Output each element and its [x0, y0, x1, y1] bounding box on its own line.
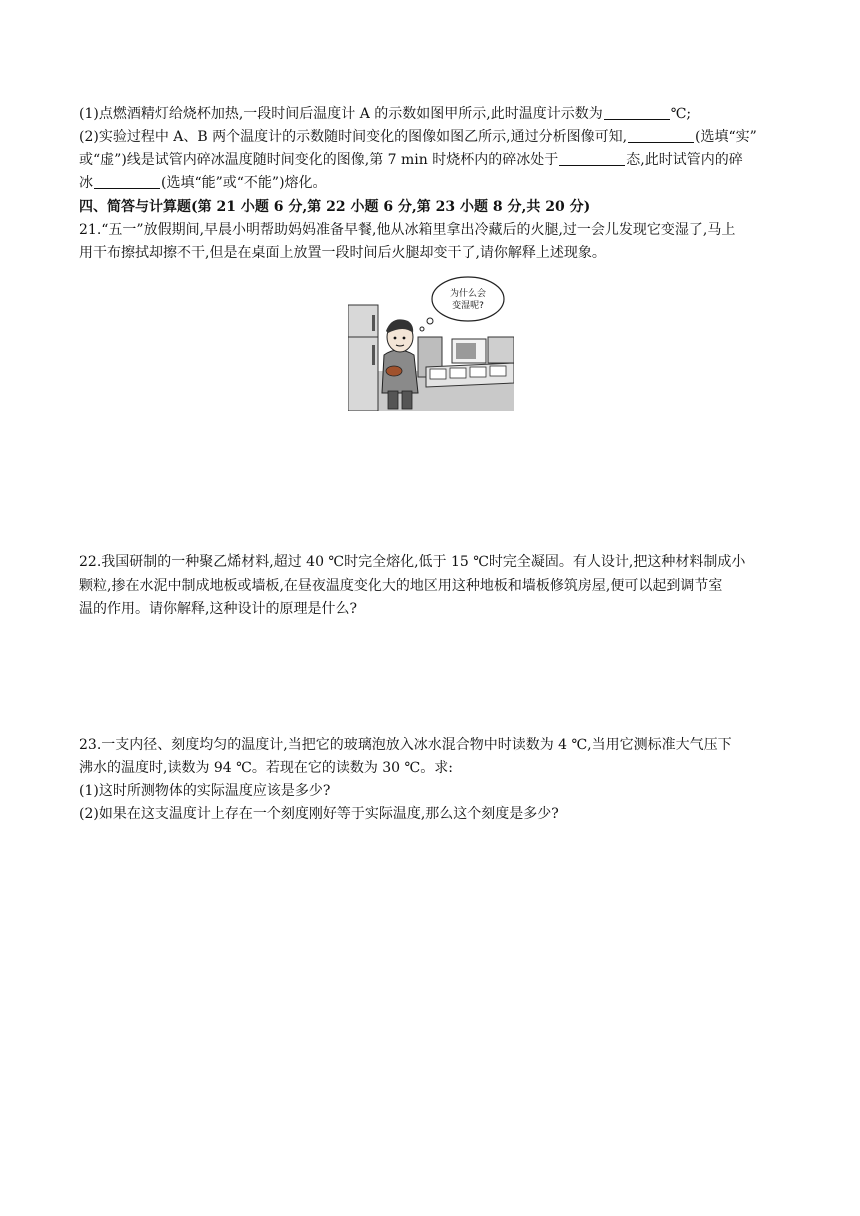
q23-line-2: 沸水的温度时,读数为 94 ℃。若现在它的读数为 30 ℃。求: [79, 760, 453, 776]
bubble-text-1: 为什么会 [449, 289, 487, 299]
q20-part2-text-1: (2)实验过程中 A、B 两个温度计的示数随时间变化的图像如图乙所示,通过分析图像可知, [79, 129, 628, 145]
answer-blank-3[interactable] [559, 151, 625, 166]
section-heading: 四、简答与计算题(第 21 小题 6 分,第 22 小题 6 分,第 23 小题 8 分,共 20 分) [79, 199, 591, 215]
q21-line-1: 21.“五一”放假期间,早晨小明帮助妈妈准备早餐,他从冰箱里拿出冷藏后的火腿,过一会儿发现它变湿了,马上 [79, 222, 736, 238]
q22-line-1: 22.我国研制的一种聚乙烯材料,超过 40 ℃时完全熔化,低于 15 ℃时完全凝固。有人设计,把这种材料制成小 [79, 554, 746, 570]
q20-part1-line [79, 103, 782, 125]
q20-part2-line-3 [79, 172, 782, 194]
q20-part2-text-4: 冰 [79, 175, 93, 191]
q22-line-2: 颗粒,掺在水泥中制成地板或墙板,在昼夜温度变化大的地区用这种地板和墙板修筑房屋,便可以起到调节室 [79, 578, 723, 594]
q20-part2-hint-1: (选填“实” [695, 129, 757, 145]
answer-blank-4[interactable] [94, 174, 160, 189]
bubble-text-2: 变湿呢? [452, 301, 484, 311]
answer-blank-1[interactable] [604, 105, 670, 120]
q20-part2-text-2: 或“虚”)线是试管内碎冰温度随时间变化的图像,第 7 min 时烧杯内的碎冰处于 [79, 152, 559, 168]
q20-part2-line-1 [79, 126, 782, 148]
q21-line-2: 用干布擦拭却擦不干,但是在桌面上放置一段时间后火腿却变干了,请你解释上述现象。 [79, 245, 606, 261]
boy-kitchen-drawing [348, 275, 514, 411]
q20-part1-unit: ℃; [670, 106, 692, 122]
q20-part1-text: (1)点燃酒精灯给烧杯加热,一段时间后温度计 A 的示数如图甲所示,此时温度计示数为 [79, 106, 603, 122]
kitchen-illustration [348, 275, 514, 411]
q20-part2-line-2 [79, 149, 782, 171]
q23-line-3: (1)这时所测物体的实际温度应该是多少? [79, 783, 331, 799]
q23-line-4: (2)如果在这支温度计上存在一个刻度刚好等于实际温度,那么这个刻度是多少? [79, 806, 559, 822]
q20-part2-text-3: 态,此时试管内的碎 [626, 152, 743, 168]
q20-part2-hint-2: (选填“能”或“不能”)熔化。 [161, 175, 327, 191]
q22-line-3: 温的作用。请你解释,这种设计的原理是什么? [79, 601, 357, 617]
q23-line-1: 23.一支内径、刻度均匀的温度计,当把它的玻璃泡放入冰水混合物中时读数为 4 ℃,当用它测标准大气压下 [79, 737, 732, 753]
answer-blank-2[interactable] [628, 128, 694, 143]
